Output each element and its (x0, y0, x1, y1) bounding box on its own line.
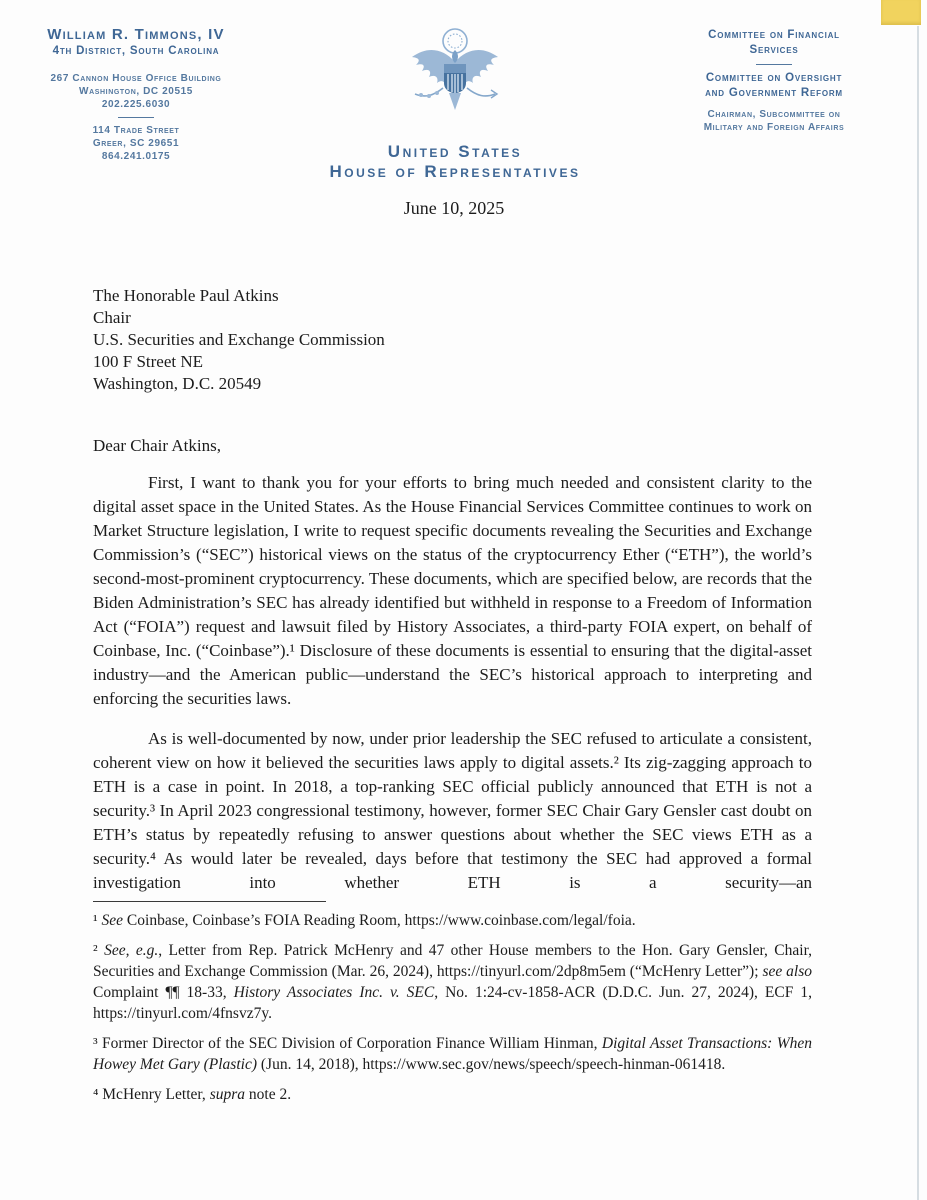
footnote-2: ² See, e.g., Letter from Rep. Patrick McHenry and 47 other House members to the Hon. Gary Gensler, Chair, Securities and Exchange Commission (Mar. 26, 2024), https://tinyurl.com/2dp8m5em (“McHenry Letter”); see also Complaint ¶¶ 18-33, History Associates Inc. v. SEC, No. 1:24-cv-1858-ACR (D.D.C. Jun. 27, 2024), ECF 1, https://tinyurl.com/4fnsvz7y. (93, 942, 813, 1022)
footnote-3: ³ Former Director of the SEC Division of Corporation Finance William Hinman, Digital Asset Transactions: When Howey Met Gary (Plastic) (Jun. 14, 2018), https://www.sec.gov/news/speech/speech-hinman-061418. (93, 1035, 813, 1073)
footnotes-section (93, 901, 812, 1105)
footnote-separator (93, 901, 326, 902)
recipient-line: Washington, D.C. 20549 (93, 374, 262, 393)
footnote-1: ¹ See Coinbase, Coinbase’s FOIA Reading Room, https://www.coinbase.com/legal/foia. (93, 912, 636, 929)
yellow-sticky-tab (881, 0, 921, 25)
page-edge-shadow (917, 26, 919, 1200)
committee-line: and Government Reform (705, 87, 843, 99)
chairmanship-line: Military and Foreign Affairs (703, 122, 845, 133)
org-name-line1: United States (387, 142, 523, 161)
chairmanship-line: Chairman, Subcommittee on (707, 109, 841, 120)
committee-line: Committee on Financial (708, 29, 840, 41)
district-office-line: 114 Trade Street (92, 125, 180, 136)
dc-office-line: 202.225.6030 (101, 99, 171, 110)
district-office-line: 864.241.0175 (101, 151, 171, 162)
dc-office-line: Washington, DC 20515 (79, 86, 193, 97)
recipient-line: U.S. Securities and Exchange Commission (93, 330, 385, 349)
member-district: 4th District, South Carolina (52, 45, 220, 57)
org-name-line2: House of Representatives (329, 161, 581, 181)
body-paragraph-1: First, I want to thank you for your efforts to bring much needed and consistent clarity to the digital asset space in the United States. As the House Financial Services Committee continues to work on Market Structure legislation, I write to request specific documents revealing the Securities and Exchange Commission’s (“SEC”) historical views on the status of the cryptocurrency Ether (“ETH”), the world’s second-most-prominent cryptocurrency. These documents, which are specified below, are records that the Biden Administration’s SEC has already identified but withheld in response to a Freedom of Information Act (“FOIA”) request and lawsuit filed by History Associates, a third-party FOIA expert, on behalf of Coinbase, Inc. (“Coinbase”).¹ Disclosure of these documents is essential to ensuring that the digital-asset industry—and the American public—understand the SEC’s historical approach to interpreting and enforcing the securities laws. (93, 473, 812, 708)
recipient-line: 100 F Street NE (93, 352, 204, 371)
committee-line: Services (749, 44, 799, 56)
recipient-line: Chair (93, 308, 131, 327)
committee-line: Committee on Oversight (705, 72, 843, 84)
footnote-4: ⁴ McHenry Letter, supra note 2. (93, 1086, 292, 1103)
dc-office-line: 267 Cannon House Office Building (50, 73, 222, 84)
recipient-address-block (93, 285, 812, 395)
body-paragraph-2: As is well-documented by now, under prior leadership the SEC refused to articulate a consistent, coherent view on how it believed the securities laws apply to digital assets.² Its zig-zagging approach to ETH is a case in point. In 2018, a top-ranking SEC official publicly announced that ETH is not a security.³ In April 2023 congressional testimony, however, former SEC Chair Gary Gensler cast doubt on ETH’s status by repeatedly refusing to answer questions about whether the SEC views ETH as a security.⁴ As would later be revealed, days before that testimony the SEC had approved a formal investigation into whether ETH is a security—an (93, 729, 812, 892)
recipient-line: The Honorable Paul Atkins (93, 286, 279, 305)
letter-date: June 10, 2025 (403, 198, 505, 218)
district-office-line: Greer, SC 29651 (92, 138, 180, 149)
salutation: Dear Chair Atkins, (93, 436, 221, 455)
member-name: William R. Timmons, IV (47, 26, 225, 43)
